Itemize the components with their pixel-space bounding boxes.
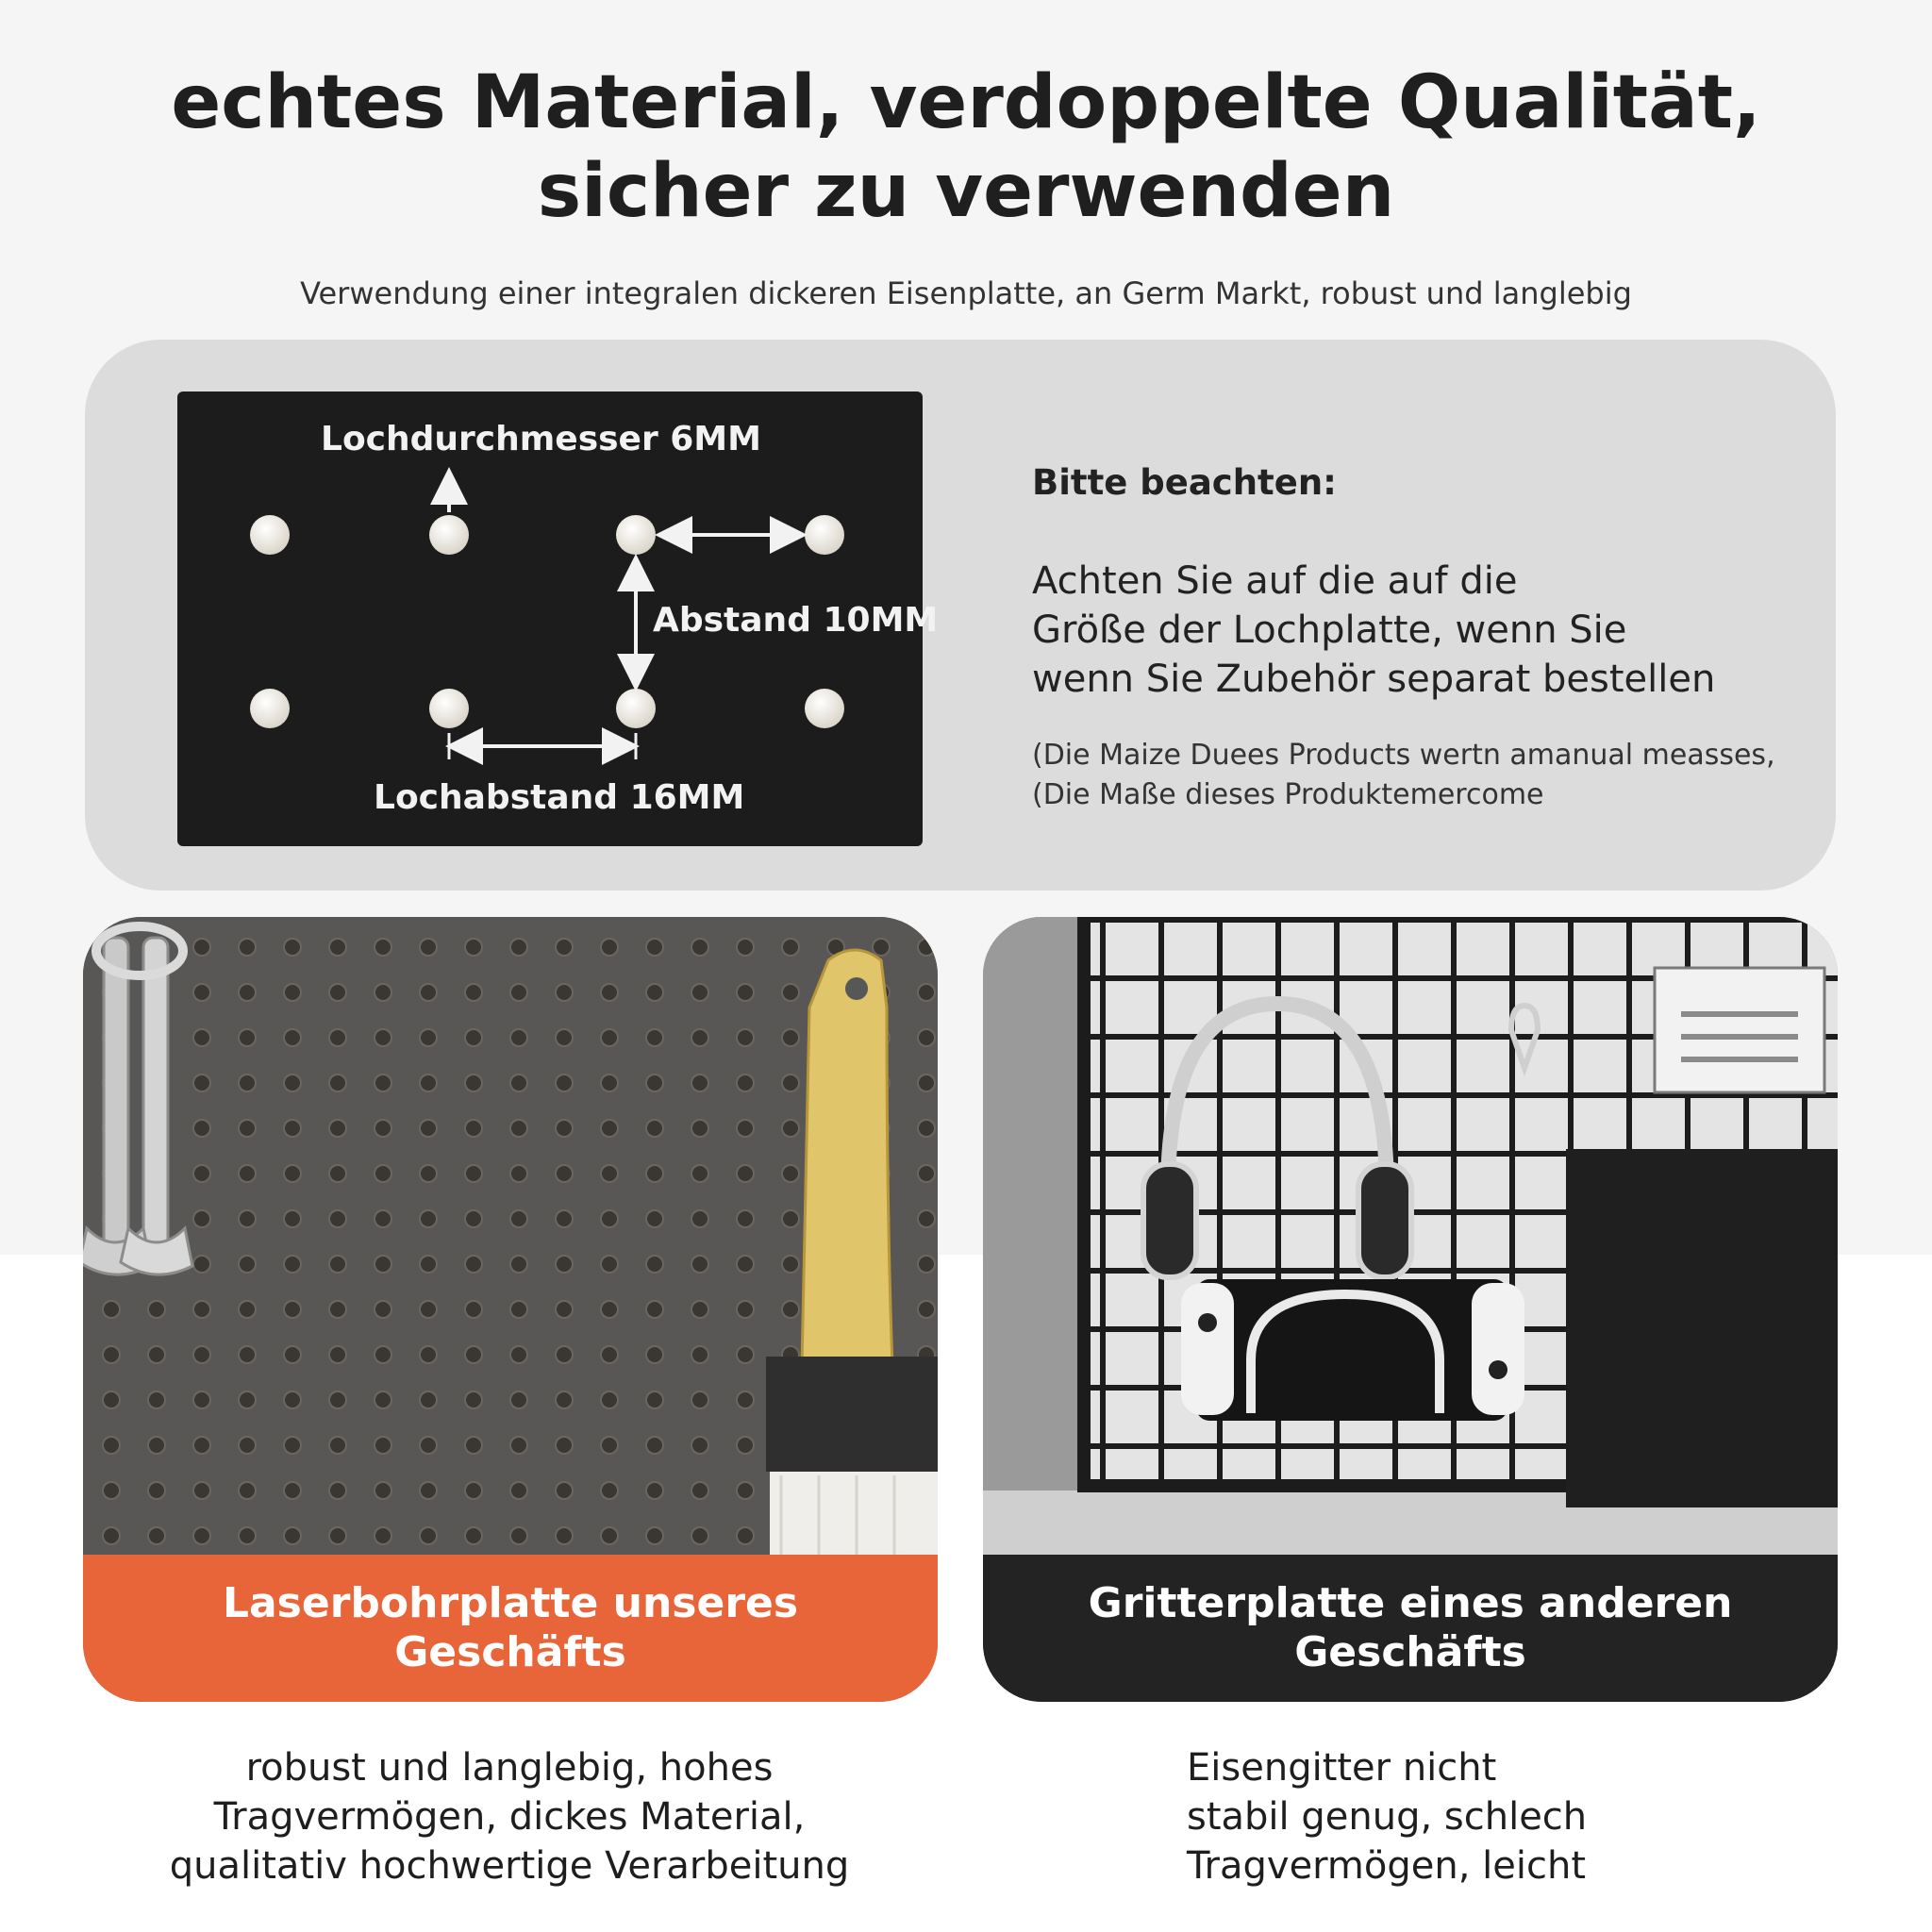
banner-line: Geschäfts bbox=[394, 1628, 626, 1676]
our-product-card bbox=[83, 917, 938, 1702]
note-heading: Bitte beachten: bbox=[1032, 462, 1337, 503]
competitor-banner bbox=[983, 1555, 1838, 1702]
description-line: stabil genug, schlech bbox=[1187, 1795, 1588, 1839]
pegboard-photo bbox=[83, 917, 938, 1555]
plate-hole bbox=[429, 689, 469, 728]
note-body-line: wenn Sie Zubehör separat bestellen bbox=[1032, 658, 1716, 701]
banner-line: Gritterplatte eines anderen bbox=[1088, 1579, 1733, 1627]
title-line-1: echtes Material, verdoppelte Qualität, bbox=[171, 60, 1761, 145]
plate-hole bbox=[616, 689, 656, 728]
page-title bbox=[0, 58, 1932, 236]
competitor-product-card bbox=[983, 917, 1838, 1702]
hole-spacing-label: Lochabstand 16MM bbox=[374, 778, 745, 817]
game-controller-icon bbox=[1181, 1279, 1524, 1421]
info-panel bbox=[85, 340, 1836, 891]
plate-hole bbox=[616, 515, 656, 555]
plate-hole bbox=[805, 689, 844, 728]
note-small-line: (Die Maize Duees Products wertn amanual measses, bbox=[1032, 739, 1775, 772]
our-product-banner bbox=[83, 1555, 938, 1702]
note-body bbox=[1032, 557, 1715, 704]
page-subtitle: Verwendung einer integralen dickeren Eisenplatte, an Germ Markt, robust und langlebig bbox=[300, 275, 1632, 311]
title-line-2: sicher zu verwenden bbox=[537, 149, 1395, 234]
description-line: Tragvermögen, leicht bbox=[1187, 1844, 1587, 1888]
note-body-line: Größe der Lochplatte, wenn Sie bbox=[1032, 608, 1627, 652]
banner-line: Laserbohrplatte unseres bbox=[222, 1579, 799, 1627]
grid-panel-photo bbox=[983, 917, 1838, 1555]
black-board bbox=[1566, 1149, 1838, 1507]
note-small-print bbox=[1032, 736, 1775, 815]
hole-diameter-label: Lochdurchmesser 6MM bbox=[321, 420, 761, 458]
hole-spec-diagram bbox=[177, 391, 939, 846]
description-line: Tragvermögen, dickes Material, bbox=[213, 1795, 806, 1839]
note-body-line: Achten Sie auf die auf die bbox=[1032, 559, 1518, 603]
spacing-label: Abstand 10MM bbox=[653, 601, 939, 640]
banner-line: Geschäfts bbox=[1294, 1628, 1526, 1676]
plate-hole bbox=[250, 689, 290, 728]
description-line: robust und langlebig, hohes bbox=[245, 1746, 774, 1790]
calendar-icon bbox=[1655, 968, 1824, 1092]
description-line: qualitativ hochwertige Verarbeitung bbox=[169, 1844, 850, 1888]
plate-hole bbox=[429, 515, 469, 555]
note-small-line: (Die Maße dieses Produktemercome bbox=[1032, 778, 1544, 811]
plate-hole bbox=[250, 515, 290, 555]
our-product-description bbox=[151, 1743, 868, 1890]
plate-hole bbox=[805, 515, 844, 555]
description-line: Eisengitter nicht bbox=[1187, 1746, 1497, 1790]
competitor-product-description bbox=[1187, 1743, 1677, 1890]
